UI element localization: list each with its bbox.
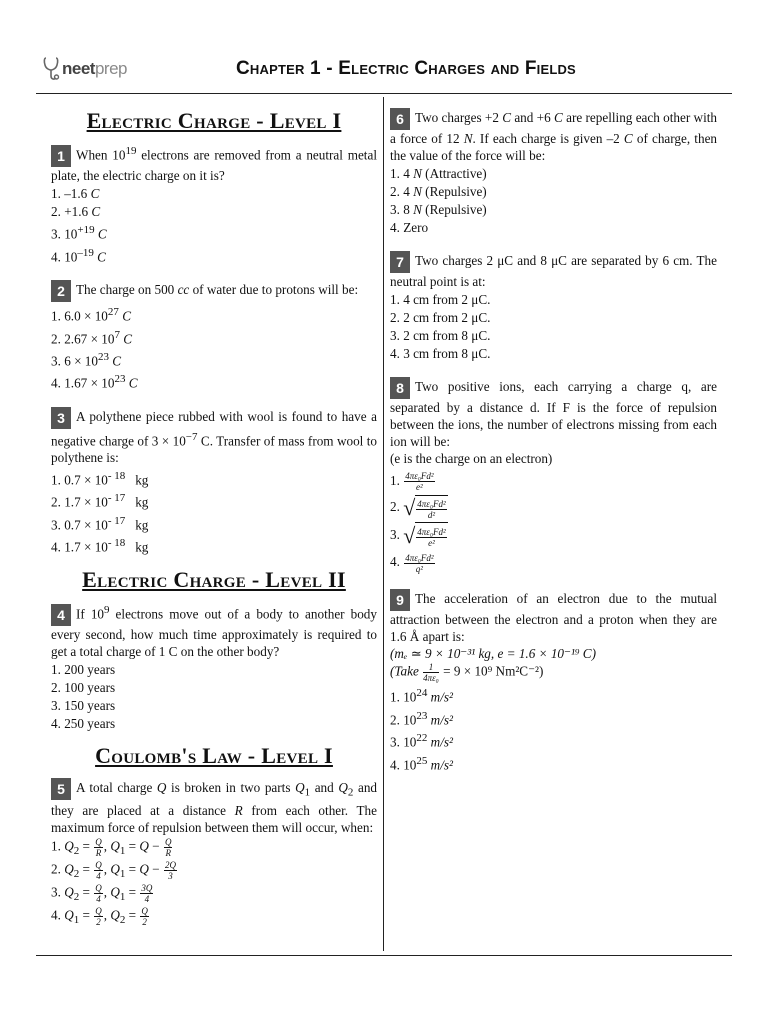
question-number: 3 [51, 407, 71, 429]
question-number: 7 [390, 251, 410, 273]
question-1: 1 When $10^{19}$ electrons are removed from a neutral metal plate, the electric charge on it is? 1. –1.6 C 2. +1.6 C 3. $10^{+19}$ C 4. $10^{-19}$ C [51, 145, 377, 265]
option: 2. +1.6 C [51, 204, 101, 220]
option: 1. –1.6 C [51, 186, 100, 202]
option: 2. $2.67 \times 10^7$ C [51, 328, 133, 346]
option: 1. $\frac{\text{4πε₀Fd²}}{\text{e²}}$ [390, 471, 434, 493]
options [51, 661, 377, 733]
question-number: 4 [51, 604, 71, 626]
question-7: 7 Two charges 2 μC and 8 μC are separated by 6 cm. The neutral point is at: 1. 4 cm from 2 μC. 2. 2 cm from 2 μC. 3. 2 cm from 8 μC. 4. 3 cm from 8 μC. [390, 251, 717, 363]
given-values: (mₑ ≃ 9 × 10⁻³¹ kg, e = 1.6 × 10⁻¹⁹ C) [390, 646, 596, 662]
options [390, 165, 717, 237]
option: 2. $Q_2$ = $\frac{Q}{4}$ , $Q_1 = Q$ − $\frac{2Q}{3}$ [51, 859, 176, 881]
question-5: 5 A total charge Q is broken in two parts $Q_1$ and $Q_2$ and they are placed at a distance R from each other. The maximum force of repulsion between them will occur, when: 1. $Q_2$ = $\frac{Q}{R}$ , $Q_1 = Q$ − $\frac{Q}{R}$ 2. $Q_2$ = $\frac{Q}{4}$ , $Q_1 = Q$ − $\frac{2Q}{3}$ 3. $Q_2$ = $\frac{Q}{4}$ , $Q_1$ = $\frac{3Q}{4}$ 4. $Q_1$ = $\frac{Q}{2}$ , $Q_2$ = $\frac{Q}{2}$ [51, 778, 377, 929]
option: 2. $1.7 \times 10^{- 17}$ kg [51, 492, 149, 510]
question-number: 1 [51, 145, 71, 167]
option: 4. $10^{25}$ m/s² [390, 754, 453, 772]
option: 2. √ $\frac{\text{4πε₀Fd²}}{\text{d²}}$ [390, 495, 446, 521]
question-number: 5 [51, 778, 71, 800]
option: 1. $0.7 \times 10^{- 18}$ kg [51, 470, 149, 488]
right-column [390, 108, 717, 788]
neetprep-logo [42, 56, 127, 82]
options [51, 467, 377, 557]
option: 3. $Q_2$ = $\frac{Q}{4}$ , $Q_1$ = $\frac{3Q}{4}$ [51, 883, 153, 905]
question-8: 8 Two positive ions, each carrying a charge q, are separated by a distance d. If F is the force of repulsion between the ions, the number of electrons missing from each ion will be: (e is the charge on an electron) 1. $\frac{\text{4πε₀Fd²}}{\text{e²}}$ 2. √ $\frac{\text{4πε₀Fd²}}{\text{d²}}$ 3. √ $\frac{\text{4πε₀Fd²}}{\text{e²}}$ 4. $\frac{\text{4πε₀Fd²}}{\text{q²}}$ [390, 377, 717, 575]
question-6: 6 Two charges +2 C and +6 C are repelling each other with a force of 12 N. If each charge is given –2 C of charge, then the value of the force will be: 1. 4 N (Attractive) 2. 4 N (Repulsive) 3. 8 N (Repulsive) 4. Zero [390, 108, 717, 237]
option: 1. 4 N (Attractive) [390, 166, 487, 181]
option: 3. 150 years [51, 698, 116, 714]
option: 4. Zero [390, 220, 429, 235]
option: 3. 8 N (Repulsive) [390, 202, 487, 217]
options [390, 468, 717, 575]
option: 4. $1.7 \times 10^{- 18}$ kg [51, 537, 149, 555]
option: 4. 3 cm from 8 μC. [390, 346, 491, 361]
options [390, 684, 717, 774]
option: 1. $10^{24}$ m/s² [390, 687, 453, 705]
section-title: Electric Charge - Level I [86, 108, 342, 133]
option: 3. $10^{22}$ m/s² [390, 732, 453, 750]
option: 2. 4 N (Repulsive) [390, 184, 487, 199]
option: 3. $6 \times 10^{23}$ C [51, 350, 122, 369]
option: 4. $Q_1$ = $\frac{Q}{2}$ , $Q_2$ = $\frac{Q}{2}$ [51, 906, 148, 928]
question-number: 8 [390, 377, 410, 399]
section-title: Electric Charge - Level II [82, 566, 346, 592]
left-column [51, 108, 377, 943]
take-constant: (Take $\frac{1}{\text{4πε₀}}$ = 9 × 10⁹ Nm²C⁻²) [390, 662, 544, 684]
footer-rule [36, 955, 732, 956]
question-number: 2 [51, 280, 71, 302]
option: 1. $Q_2$ = $\frac{Q}{R}$ , $Q_1 = Q$ − $\frac{Q}{R}$ [51, 836, 172, 858]
options [51, 837, 377, 930]
option: 2. $10^{23}$ m/s² [390, 709, 453, 728]
question-note: (e is the charge on an electron) [390, 451, 553, 466]
option: 2. 2 cm from 2 μC. [390, 310, 491, 325]
option: 3. $0.7 \times 10^{- 17}$ kg [51, 514, 149, 533]
options [390, 291, 717, 363]
logo-text: neetprep [62, 59, 127, 78]
question-number: 6 [390, 108, 410, 130]
options [51, 185, 377, 266]
options [51, 303, 377, 393]
option: 2. 100 years [51, 680, 116, 696]
question-3: 3 A polythene piece rubbed with wool is found to have a negative charge of $3 \times 10^{-7}$ C. Transfer of mass from wool to polythene is: 1. $0.7 \times 10^{- 18}$ kg 2. $1.7 \times 10^{- 17}$ kg 3. $0.7 \times 10^{- 17}$ kg 4. $1.7 \times 10^{- 18}$ kg [51, 407, 377, 557]
option: 4. $\frac{\text{4πε₀Fd²}}{\text{q²}}$ [390, 552, 434, 574]
page-header [36, 52, 732, 92]
chapter-title: Chapter 1 - Electric Charges and Fields [236, 58, 576, 79]
question-2: 2 The charge on 500 cc of water due to protons will be: 1. $6.0 \times 10^{27}$ C 2. $2.67 \times 10^7$ C 3. $6 \times 10^{23}$ C 4. $1.67 \times 10^{23}$ C [51, 280, 377, 393]
question-9: 9 The acceleration of an electron due to the mutual attraction between the electron and a proton when they are 1.6 Å apart is: (mₑ ≃ 9 × 10⁻³¹ kg, e = 1.6 × 10⁻¹⁹ C) (Take $\frac{1}{\text{4πε₀}}$ = 9 × 10⁹ Nm²C⁻²) 1. $10^{24}$ m/s² 2. $10^{23}$ m/s² 3. $10^{22}$ m/s² 4. $10^{25}$ m/s² [390, 589, 717, 774]
option: 1. 200 years [51, 662, 116, 678]
header-rule [36, 93, 732, 94]
option: 1. $6.0 \times 10^{27}$ C [51, 306, 131, 324]
option: 1. 4 cm from 2 μC. [390, 292, 491, 307]
option: 4. $10^{-19}$ C [51, 246, 106, 265]
option: 3. √ $\frac{\text{4πε₀Fd²}}{\text{e²}}$ [390, 522, 446, 548]
option: 4. $1.67 \times 10^{23}$ C [51, 373, 138, 391]
option: 3. 2 cm from 8 μC. [390, 328, 491, 343]
column-divider [383, 97, 384, 951]
question-number: 9 [390, 589, 410, 611]
section-title: Coulomb's Law - Level I [95, 743, 333, 769]
question-4: 4 If $10^9$ electrons move out of a body to another body every second, how much time approximately is required to get a total charge of 1 C on the other body? 1. 200 years 2. 100 years 3. 150 years 4. 250 years [51, 603, 377, 732]
option: 3. $10^{+19}$ C [51, 224, 107, 242]
option: 4. 250 years [51, 716, 116, 732]
stethoscope-icon [42, 56, 60, 82]
